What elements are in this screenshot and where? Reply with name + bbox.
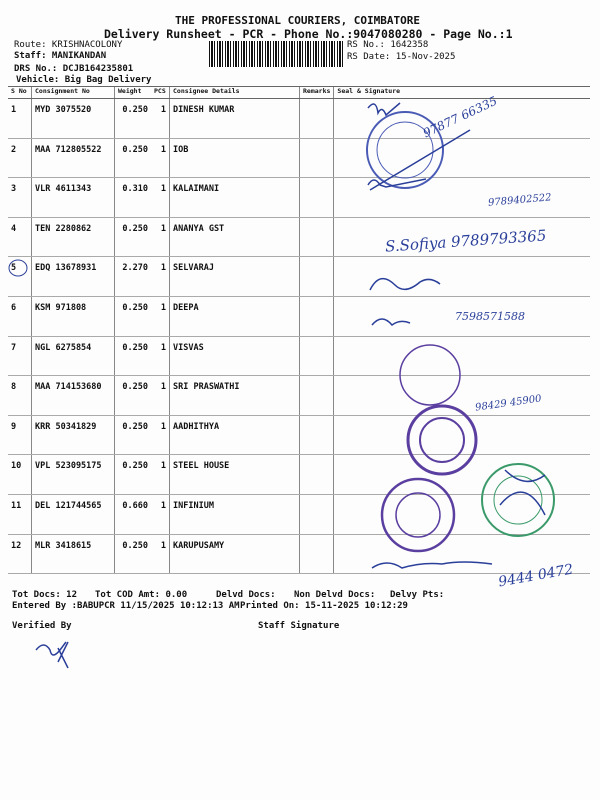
cell-sno: 10 — [8, 455, 32, 495]
cell-consignment-no: KRR 50341829 — [32, 415, 115, 455]
cell-consignee: IOB — [170, 138, 300, 178]
cell-sno: 1 — [8, 99, 32, 139]
cell-pcs: 1 — [151, 415, 170, 455]
cell-consignee: VISVAS — [170, 336, 300, 376]
stamp-visvas — [400, 345, 460, 405]
cell-consignment-no: VPL 523095175 — [32, 455, 115, 495]
cell-consignment-no: NGL 6275854 — [32, 336, 115, 376]
cell-weight: 0.250 — [115, 455, 152, 495]
entered-by: Entered By :BABUPCR 11/15/2025 10:12:13 AM — [12, 601, 240, 611]
handwritten-phone-5: 98429 45900 — [474, 393, 543, 414]
col-weight: Weight — [115, 87, 152, 99]
aadhithya-stamp — [408, 406, 476, 474]
cell-sno: 11 — [8, 494, 32, 534]
signature-5 — [370, 279, 440, 290]
verified-signature — [36, 642, 68, 668]
cell-consignment-no: MLR 3418615 — [32, 534, 115, 574]
cell-consignment-no: TEN 2280862 — [32, 217, 115, 257]
infinium-stamp — [382, 479, 454, 551]
handwritten-phone-3: S.Sofiya 9789793365 — [384, 226, 547, 256]
cell-consignee: INFINIUM — [170, 494, 300, 534]
drs-no: DRS No.: DCJB164235801 — [14, 64, 134, 74]
tot-docs: Tot Docs: 12 — [12, 590, 78, 600]
cell-pcs: 1 — [151, 534, 170, 574]
cell-pcs: 1 — [151, 99, 170, 139]
cell-sno: 12 — [8, 534, 32, 574]
cell-pcs: 1 — [151, 336, 170, 376]
tot-cod-amt: Tot COD Amt: 0.00 — [95, 590, 188, 600]
runsheet-title: Delivery Runsheet - PCR - Phone No.:9047080280 - Page No.:1 — [104, 27, 513, 41]
cell-consignment-no: EDQ 13678931 — [32, 257, 115, 297]
signature-12 — [372, 562, 492, 568]
circle-mark — [9, 260, 27, 276]
cell-weight: 0.250 — [115, 99, 152, 139]
route: Route: KRISHNACOLONY — [14, 40, 123, 50]
cell-consignee: ANANYA GST — [170, 217, 300, 257]
cell-pcs: 1 — [151, 257, 170, 297]
cell-consignee: DINESH KUMAR — [170, 99, 300, 139]
cell-sno: 9 — [8, 415, 32, 455]
cell-pcs: 1 — [151, 217, 170, 257]
non-delvd-docs: Non Delvd Docs: — [294, 590, 376, 600]
company-name: THE PROFESSIONAL COURIERS, COIMBATORE — [175, 14, 421, 27]
cell-weight: 0.250 — [115, 534, 152, 574]
handwritten-phone-1: 97877 66335 — [420, 93, 500, 141]
cell-weight: 0.250 — [115, 296, 152, 336]
col-pcs: PCS — [151, 87, 170, 99]
cell-weight: 0.250 — [115, 376, 152, 416]
steel-house-stamp — [482, 464, 554, 536]
cell-consignee: STEEL HOUSE — [170, 455, 300, 495]
cell-pcs: 1 — [151, 138, 170, 178]
cell-consignment-no: KSM 971808 — [32, 296, 115, 336]
cell-sno: 2 — [8, 138, 32, 178]
col-consignment: Consignment No — [32, 87, 115, 99]
cell-consignment-no: DEL 121744565 — [32, 494, 115, 534]
cell-consignment-no: VLR 4611343 — [32, 178, 115, 218]
cell-consignee: DEEPA — [170, 296, 300, 336]
col-consignee: Consignee Details — [170, 87, 300, 99]
col-seal-signature: Seal & Signature — [334, 87, 590, 99]
handwritten-phone-2: 9789402522 — [487, 192, 552, 209]
cell-consignment-no: MAA 712805522 — [32, 138, 115, 178]
cell-sno: 7 — [8, 336, 32, 376]
cell-sno: 4 — [8, 217, 32, 257]
cell-consignee: SRI PRASWATHI — [170, 376, 300, 416]
cell-sno: 5 — [8, 257, 32, 297]
cell-consignment-no: MYD 3075520 — [32, 99, 115, 139]
cell-pcs: 1 — [151, 376, 170, 416]
cell-consignment-no: MAA 714153680 — [32, 376, 115, 416]
cell-consignee: KALAIMANI — [170, 178, 300, 218]
cell-weight: 2.270 — [115, 257, 152, 297]
cell-sno: 8 — [8, 376, 32, 416]
cell-weight: 0.660 — [115, 494, 152, 534]
cell-sno: 6 — [8, 296, 32, 336]
rs-date: RS Date: 15-Nov-2025 — [347, 52, 456, 62]
cell-pcs: 1 — [151, 296, 170, 336]
cell-consignee: SELVARAJ — [170, 257, 300, 297]
cell-pcs: 1 — [151, 178, 170, 218]
cell-consignee: AADHITHYA — [170, 415, 300, 455]
cell-weight: 0.250 — [115, 336, 152, 376]
cell-pcs: 1 — [151, 455, 170, 495]
delvy-pts: Delvy Pts: — [390, 590, 445, 600]
cell-weight: 0.310 — [115, 178, 152, 218]
signature-6 — [372, 319, 410, 325]
cell-consignee: KARUPUSAMY — [170, 534, 300, 574]
verified-by-label: Verified By — [12, 621, 72, 631]
vehicle: Vehicle: Big Bag Delivery — [16, 75, 152, 85]
cell-weight: 0.250 — [115, 415, 152, 455]
handwritten-phone-4: 7598571588 — [455, 310, 525, 323]
rs-no: RS No.: 1642358 — [347, 40, 429, 50]
staff-signature-label: Staff Signature — [258, 621, 340, 631]
col-sno: S No — [8, 87, 32, 99]
handwritten-phone-6: 9444 0472 — [497, 561, 575, 591]
delvd-docs: Delvd Docs: — [216, 590, 276, 600]
cell-sno: 3 — [8, 178, 32, 218]
cell-pcs: 1 — [151, 494, 170, 534]
cell-weight: 0.250 — [115, 217, 152, 257]
printed-on: Printed On: 15-11-2025 10:12:29 — [240, 601, 408, 611]
staff: Staff: MANIKANDAN — [14, 51, 107, 61]
cell-weight: 0.250 — [115, 138, 152, 178]
col-remarks: Remarks — [300, 87, 334, 99]
